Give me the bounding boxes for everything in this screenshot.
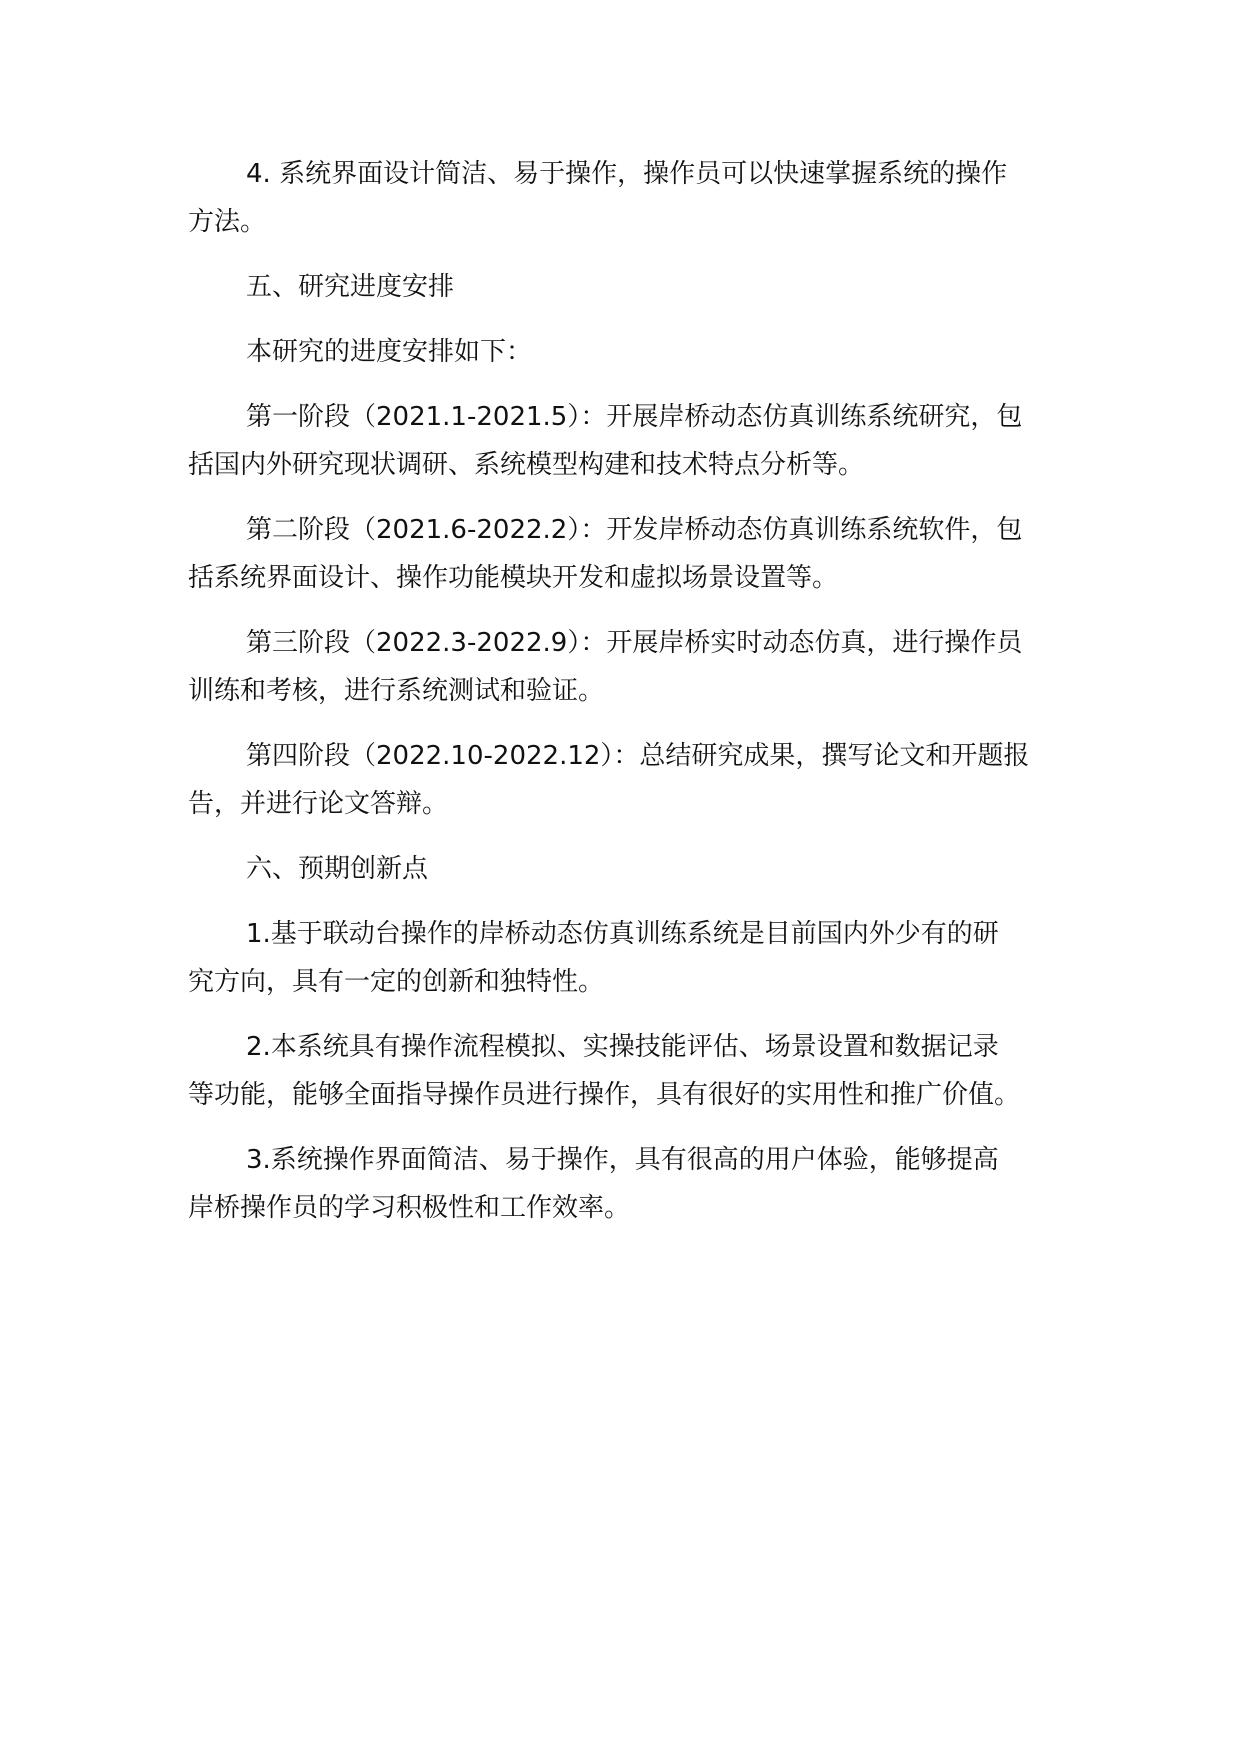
- paragraph-schedule-intro: [188, 328, 1088, 376]
- paragraph-phase-1: [188, 393, 1088, 489]
- paragraph-line: 4. 系统界面设计简洁、易于操作，操作员可以快速掌握系统的操作: [246, 159, 1008, 189]
- paragraph-line: 第一阶段（2021.1-2021.5）：开展岸桥动态仿真训练系统研究，包: [246, 402, 1023, 432]
- heading-line: 六、预期创新点: [246, 854, 429, 884]
- document-body: [188, 150, 1088, 1249]
- paragraph-phase-2: [188, 506, 1088, 602]
- paragraph-line: 第三阶段（2022.3-2022.9）：开展岸桥实时动态仿真，进行操作员: [246, 628, 1023, 658]
- paragraph-line: 2.本系统具有操作流程模拟、实操技能评估、场景设置和数据记录: [246, 1032, 999, 1062]
- paragraph-innovation-2: [188, 1023, 1088, 1119]
- paragraph-line: 括系统界面设计、操作功能模块开发和虚拟场景设置等。: [188, 563, 839, 593]
- paragraph-line: 括国内外研究现状调研、系统模型构建和技术特点分析等。: [188, 450, 865, 480]
- paragraph-item-4: [188, 150, 1088, 246]
- paragraph-line: 训练和考核，进行系统测试和验证。: [188, 676, 605, 706]
- paragraph-line: 1.基于联动台操作的岸桥动态仿真训练系统是目前国内外少有的研: [246, 919, 999, 949]
- paragraph-line: 第二阶段（2021.6-2022.2）：开发岸桥动态仿真训练系统软件，包: [246, 515, 1023, 545]
- paragraph-phase-4: [188, 732, 1088, 828]
- paragraph-innovation-3: [188, 1136, 1088, 1232]
- paragraph-line: 方法。: [188, 207, 267, 237]
- section-heading-innovation: [188, 845, 1088, 893]
- paragraph-line: 等功能，能够全面指导操作员进行操作，具有很好的实用性和推广价值。: [188, 1080, 1021, 1110]
- paragraph-phase-3: [188, 619, 1088, 715]
- paragraph-line: 第四阶段（2022.10-2022.12）：总结研究成果，撰写论文和开题报: [246, 741, 1030, 771]
- paragraph-innovation-1: [188, 910, 1088, 1006]
- paragraph-line: 究方向，具有一定的创新和独特性。: [188, 967, 605, 997]
- paragraph-line: 本研究的进度安排如下：: [246, 337, 533, 367]
- heading-line: 五、研究进度安排: [246, 272, 455, 302]
- paragraph-line: 3.系统操作界面简洁、易于操作，具有很高的用户体验，能够提高: [246, 1145, 999, 1175]
- paragraph-line: 岸桥操作员的学习积极性和工作效率。: [188, 1193, 631, 1223]
- section-heading-schedule: [188, 263, 1088, 311]
- paragraph-line: 告，并进行论文答辩。: [188, 789, 449, 819]
